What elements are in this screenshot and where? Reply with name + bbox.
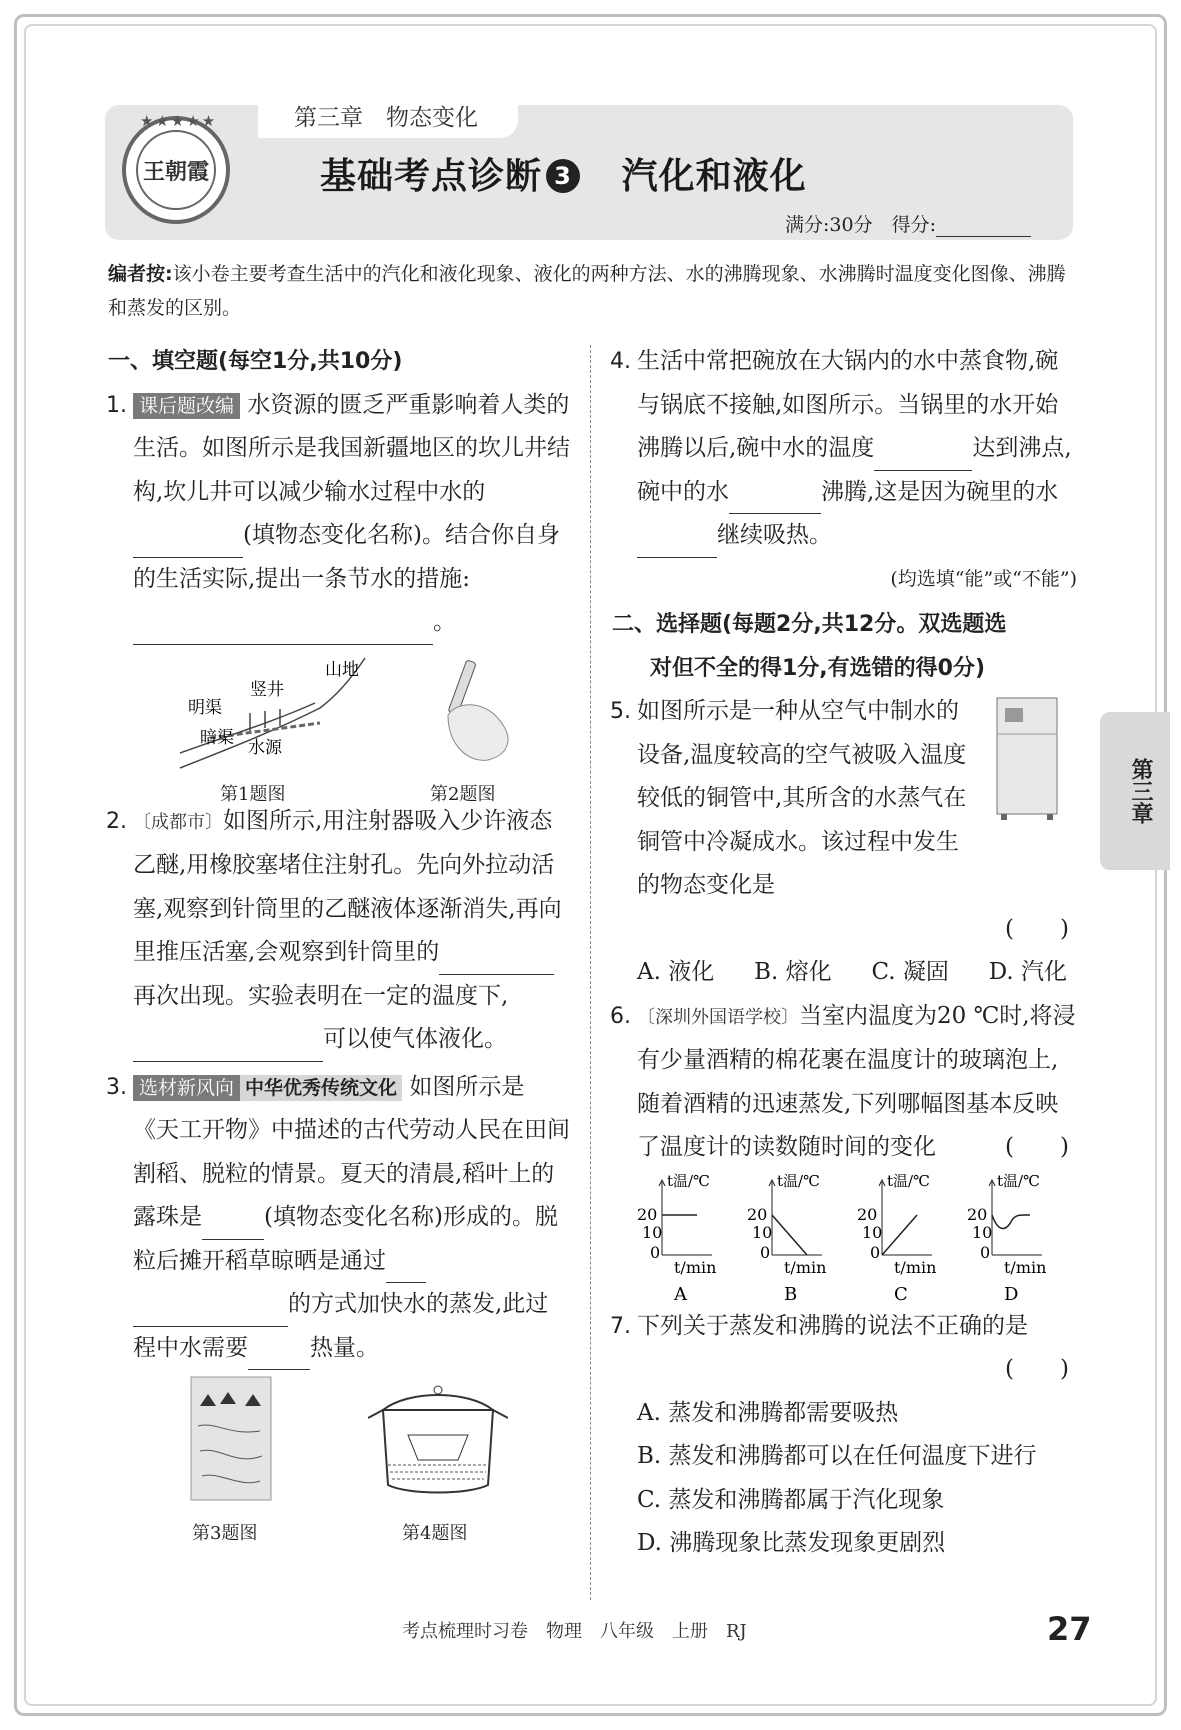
chart-letter: C xyxy=(894,1283,908,1305)
question-number: 5. xyxy=(610,699,631,724)
option-a[interactable]: A. 液化 xyxy=(637,959,715,985)
q4-text-2: 达到沸点,碗中的水 xyxy=(637,435,1072,505)
logo-text: 王朝霞 xyxy=(136,130,216,210)
question-number: 1. xyxy=(106,392,127,418)
answer-paren: ( ) xyxy=(1005,915,1069,942)
answer-blank[interactable] xyxy=(439,948,554,975)
answer-paren: ( ) xyxy=(1005,1356,1069,1382)
q6-charts-svg xyxy=(612,1170,1077,1305)
logo-stars-icon: ★★★★★ xyxy=(140,112,218,130)
figure-2-caption: 第2题图 xyxy=(430,783,496,805)
y-axis-label: t温/℃ xyxy=(887,1171,930,1190)
syringe-hand-figure xyxy=(428,655,528,765)
chart-letter: A xyxy=(674,1283,687,1305)
editor-note-text: 该小卷主要考查生活中的汽化和液化现象、液化的两种方法、水的沸腾现象、水沸腾时温度变化图像、沸腾和蒸发的区别。 xyxy=(108,263,1066,319)
q2-text-3: 可以使气体液化。 xyxy=(323,1026,507,1052)
figure-3-caption: 第3题图 xyxy=(192,1523,258,1544)
editor-note xyxy=(108,257,1078,325)
tick-label: 10 xyxy=(642,1222,663,1242)
q4-text-1: 生活中常把碗放在大锅内的水中蒸食物,碗与锅底不接触,如图所示。当锅里的水开始沸腾以后,碗中水的温度 xyxy=(637,348,1059,461)
question-tag: 选材新风向 xyxy=(133,1075,240,1101)
title-number-badge: 3 xyxy=(546,159,580,193)
option-a[interactable]: A. 蒸发和沸腾都需要吸热 xyxy=(637,1399,899,1426)
tiangong-kaiwu-illustration xyxy=(190,1376,272,1501)
x-axis-label: t/min xyxy=(1004,1257,1047,1277)
q3-text-3: 的方式加快水的蒸发,此过程中水需要 xyxy=(133,1291,549,1361)
q3-text-1: 如图所示是《天工开物》中描述的古代劳动人民在田间割稻、脱粒的情景。夏天的清晨,稻叶上的露珠是 xyxy=(133,1073,570,1230)
question-2 xyxy=(108,800,570,1062)
q4-text-3: 沸腾,这是因为碗里的水 xyxy=(821,478,1059,505)
curve-d xyxy=(992,1214,1030,1228)
q1-text-3: 。 xyxy=(433,609,456,635)
question-number: 4. xyxy=(610,349,631,374)
figures-3-4 xyxy=(108,1370,570,1550)
q4-text-4: 继续吸热。 xyxy=(717,522,832,548)
title-topic: 汽化和液化 xyxy=(621,156,807,197)
left-column xyxy=(108,340,570,1550)
question-tag-culture: 中华优秀传统文化 xyxy=(240,1075,402,1101)
figure-1-caption: 第1题图 xyxy=(220,783,286,805)
question-7 xyxy=(612,1305,1077,1566)
karez-diagram xyxy=(170,653,370,773)
q4-hint: (均选填“能”或“不能”) xyxy=(890,567,1077,590)
tick-label: 10 xyxy=(972,1222,993,1242)
chapter-label: 第三章 物态变化 xyxy=(258,98,518,138)
section-2-title xyxy=(612,603,1077,690)
page-title xyxy=(320,148,807,199)
question-6 xyxy=(612,995,1077,1170)
title-prefix: 基础考点诊断 xyxy=(320,156,543,197)
q6-text: 当室内温度为20 ℃时,将浸有少量酒精的棉花裹在温度计的玻璃泡上,随着酒精的迅速蒸发,下列哪幅图基本反映了温度计的读数随时间的变化 xyxy=(637,1002,1076,1160)
chart-letter: B xyxy=(784,1283,798,1305)
x-axis-label: t/min xyxy=(784,1257,827,1277)
answer-blank[interactable] xyxy=(248,1343,310,1370)
editor-note-label: 编者按: xyxy=(108,263,173,285)
footer-text: 考点梳理时习卷 物理 八年级 上册 RJ xyxy=(402,1621,747,1642)
tick-label: 20 xyxy=(747,1204,768,1224)
answer-blank[interactable] xyxy=(133,1300,288,1327)
question-number: 2. xyxy=(106,808,127,834)
question-source: 〔深圳外国语学校〕 xyxy=(637,1006,799,1028)
question-4 xyxy=(612,340,1077,601)
chapter-side-tab: 第三章 xyxy=(1100,712,1170,870)
page-number: 27 xyxy=(1047,1610,1092,1648)
q1-text-1: 水资源的匮乏严重影响着人类的生活。如图所示是我国新疆地区的坎儿井结构,坎儿井可以减少输水过程中水的 xyxy=(133,391,570,505)
score-line xyxy=(785,210,1031,237)
y-axis-label: t温/℃ xyxy=(667,1171,710,1190)
label-vertical-well: 竖井 xyxy=(250,679,284,700)
label-mountain: 山地 xyxy=(325,659,359,680)
steamer-pot-diagram xyxy=(368,1380,508,1500)
score-blank[interactable] xyxy=(936,218,1031,237)
line-b xyxy=(772,1215,807,1255)
x-axis-label: t/min xyxy=(894,1257,937,1277)
answer-blank[interactable] xyxy=(133,1035,323,1062)
water-generator-device-image xyxy=(991,694,1063,824)
column-divider xyxy=(590,345,591,1600)
tick-label: 20 xyxy=(857,1204,878,1224)
publisher-logo xyxy=(122,116,230,224)
answer-blank[interactable] xyxy=(874,444,972,471)
q7-text: 下列关于蒸发和沸腾的说法不正确的是 xyxy=(637,1312,1028,1339)
answer-blank[interactable] xyxy=(386,1256,426,1283)
q3-text-4: 热量。 xyxy=(310,1334,379,1361)
y-axis-label: t温/℃ xyxy=(997,1171,1040,1190)
option-b[interactable]: B. 熔化 xyxy=(754,959,832,985)
chart-b xyxy=(747,1172,826,1305)
chart-a xyxy=(637,1172,716,1305)
section-2-title-line1: 二、选择题(每题2分,共12分。双选题选 xyxy=(612,612,1007,637)
q3-text-2: (填物态变化名称)形成的。脱粒后摊开稻草晾晒是通过 xyxy=(133,1204,558,1274)
tick-label: 10 xyxy=(752,1222,773,1242)
q6-temperature-charts xyxy=(612,1170,1077,1305)
question-source: 〔成都市〕 xyxy=(133,811,223,833)
question-number: 6. xyxy=(610,1003,631,1029)
chart-letter: D xyxy=(1004,1283,1019,1305)
x-axis-label: t/min xyxy=(674,1257,717,1277)
option-d[interactable]: D. 汽化 xyxy=(988,959,1067,985)
label-open-channel: 明渠 xyxy=(188,697,222,718)
chart-d xyxy=(967,1172,1046,1305)
line-c xyxy=(882,1215,917,1255)
q5-text: 如图所示是一种从空气中制水的设备,温度较高的空气被吸入温度较低的铜管中,其所含的水蒸气在铜管中冷凝成水。该过程中发生的物态变化是 xyxy=(637,698,967,898)
tick-label: 20 xyxy=(637,1204,658,1224)
label-water-source: 水源 xyxy=(248,737,282,758)
label-underground-channel: 暗渠 xyxy=(200,727,234,748)
option-c[interactable]: C. 凝固 xyxy=(871,959,949,985)
option-c[interactable]: C. 蒸发和沸腾都属于汽化现象 xyxy=(637,1486,945,1513)
score-label: 满分:30分 得分: xyxy=(785,214,936,236)
tick-label: 0 xyxy=(650,1242,661,1262)
tick-label: 20 xyxy=(967,1204,988,1224)
figure-4-caption: 第4题图 xyxy=(402,1523,468,1544)
q5-options xyxy=(637,951,1077,995)
question-tag: 课后题改编 xyxy=(133,393,240,419)
option-d[interactable]: D. 沸腾现象比蒸发现象更剧烈 xyxy=(637,1530,946,1556)
question-number: 3. xyxy=(106,1074,127,1100)
answer-paren: ( ) xyxy=(1005,1134,1069,1160)
answer-blank[interactable] xyxy=(133,531,243,558)
answer-blank[interactable] xyxy=(637,531,717,558)
answer-blank[interactable] xyxy=(133,618,433,645)
tick-label: 0 xyxy=(870,1242,881,1262)
answer-blank[interactable] xyxy=(729,487,821,514)
right-column xyxy=(612,340,1077,1566)
question-3 xyxy=(108,1066,570,1371)
y-axis-label: t温/℃ xyxy=(777,1171,820,1190)
q2-text-2: 再次出现。实验表明在一定的温度下, xyxy=(133,982,509,1009)
section-1-title: 一、填空题(每空1分,共10分) xyxy=(108,349,403,374)
question-5 xyxy=(612,690,1077,995)
chart-c xyxy=(857,1172,936,1305)
question-number: 7. xyxy=(610,1313,631,1339)
q2-text-1: 如图所示,用注射器吸入少许液态乙醚,用橡胶塞堵住注射孔。先向外拉动活塞,观察到针筒里的乙醚液体逐渐消失,再向里推压活塞,会观察到针筒里的 xyxy=(133,807,562,965)
q1-text-2: (填物态变化名称)。结合你自身的生活实际,提出一条节水的措施: xyxy=(133,522,560,592)
section-2-title-line2: 对但不全的得1分,有选错的得0分) xyxy=(650,655,986,681)
tick-label: 10 xyxy=(862,1222,883,1242)
question-1 xyxy=(108,384,570,645)
answer-blank[interactable] xyxy=(202,1213,264,1240)
figures-1-2 xyxy=(108,645,570,805)
tick-label: 0 xyxy=(760,1242,771,1262)
tick-label: 0 xyxy=(980,1242,991,1262)
option-b[interactable]: B. 蒸发和沸腾都可以在任何温度下进行 xyxy=(637,1443,1037,1469)
